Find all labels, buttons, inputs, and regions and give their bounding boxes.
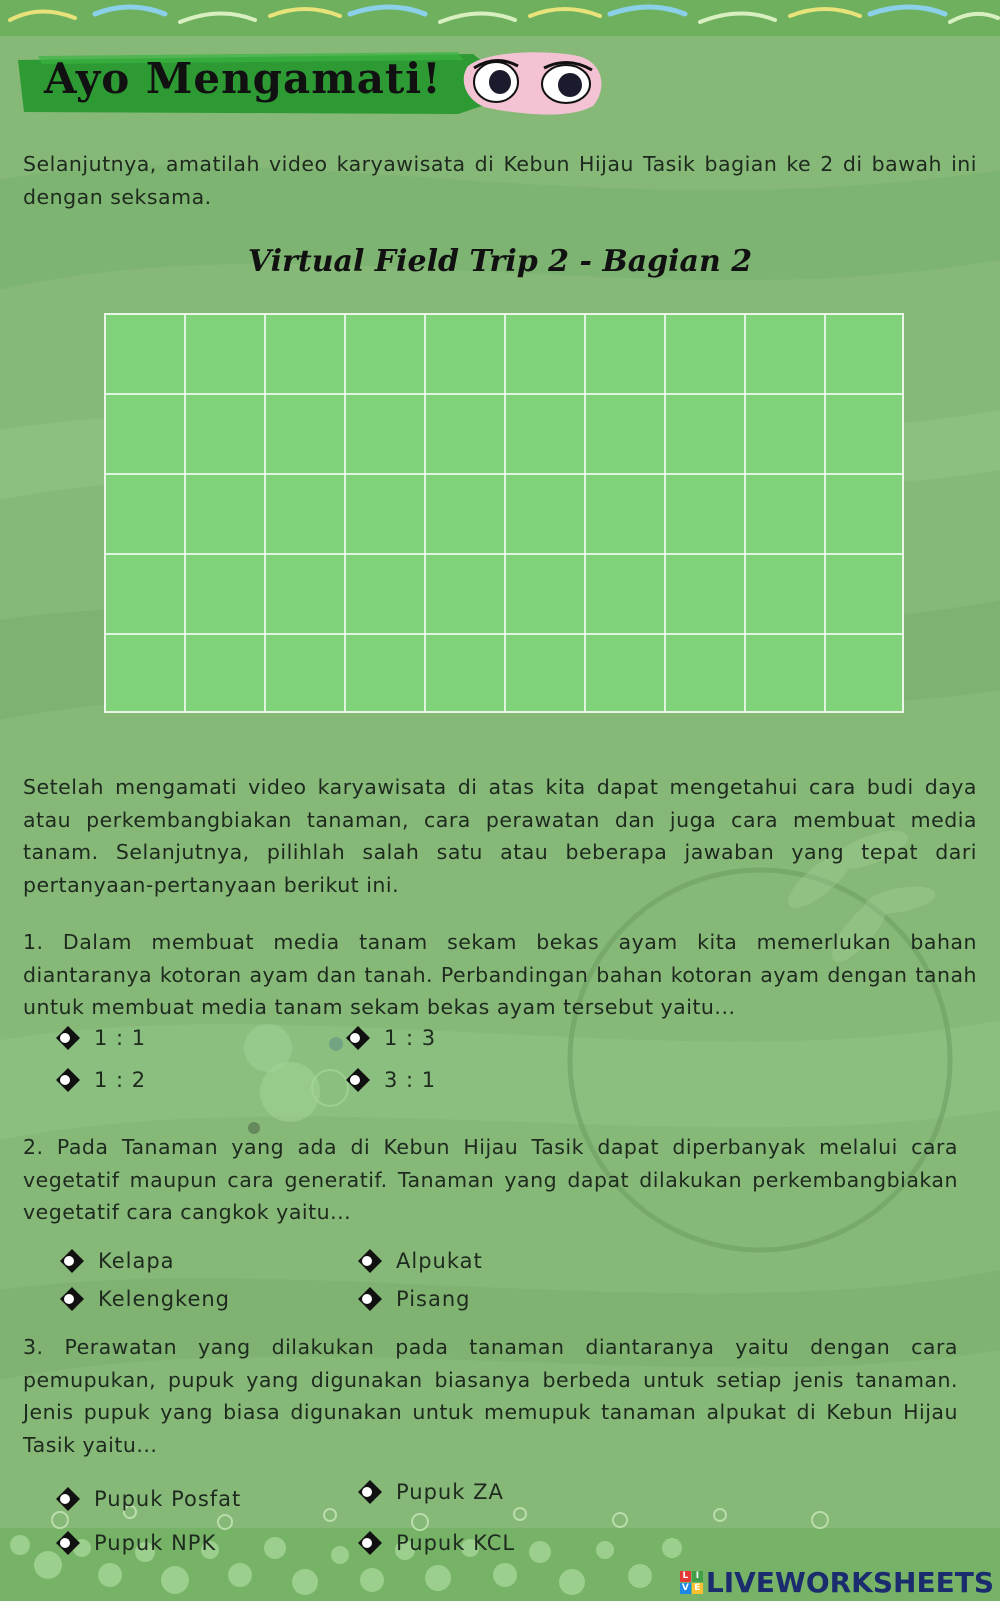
- arrow-bullet-icon: [356, 1529, 384, 1557]
- option-label: Pupuk ZA: [396, 1480, 504, 1504]
- arrow-bullet-icon: [356, 1285, 384, 1313]
- arrow-bullet-icon: [54, 1024, 82, 1052]
- eyes-icon: [458, 48, 608, 120]
- title-banner: [18, 48, 618, 120]
- question-3-option-b[interactable]: [356, 1478, 504, 1506]
- liveworksheets-brand[interactable]: [680, 1566, 994, 1599]
- question-2-option-a[interactable]: [58, 1247, 175, 1275]
- question-2-option-d[interactable]: [356, 1285, 471, 1313]
- logo-letter: L: [680, 1571, 691, 1582]
- option-label: Pupuk Posfat: [94, 1487, 242, 1511]
- option-label: Pupuk NPK: [94, 1531, 217, 1555]
- logo-letter: V: [680, 1583, 691, 1594]
- question-3-option-c[interactable]: [54, 1529, 216, 1557]
- logo-letter: I: [692, 1571, 703, 1582]
- option-label: 3 : 1: [384, 1068, 437, 1092]
- arrow-bullet-icon: [54, 1485, 82, 1513]
- arrow-bullet-icon: [58, 1247, 86, 1275]
- arrow-bullet-icon: [344, 1024, 372, 1052]
- option-label: Kelapa: [98, 1249, 175, 1273]
- option-label: 1 : 3: [384, 1026, 437, 1050]
- question-1-option-d[interactable]: [344, 1066, 436, 1094]
- option-label: Pisang: [396, 1287, 471, 1311]
- question-1-option-a[interactable]: [54, 1024, 146, 1052]
- option-label: 1 : 2: [94, 1068, 147, 1092]
- liveworksheets-logo-icon: [680, 1571, 703, 1594]
- option-label: 1 : 1: [94, 1026, 147, 1050]
- option-label: Kelengkeng: [98, 1287, 231, 1311]
- arrow-bullet-icon: [54, 1066, 82, 1094]
- logo-letter: E: [692, 1583, 703, 1594]
- question-3-option-a[interactable]: [54, 1485, 241, 1513]
- question-3-option-d[interactable]: [356, 1529, 515, 1557]
- video-title: Virtual Field Trip 2 - Bagian 2: [247, 244, 753, 279]
- question-3-text: 3. Perawatan yang dilakukan pada tanaman diantaranya yaitu dengan cara pemupukan, pupuk yang digunakan biasanya berbeda untuk setiap jenis tanaman. Jenis pupuk yang biasa digunakan untuk memupuk tanaman alpukat di Kebun Hijau Tasik yaitu...: [23, 1335, 958, 1457]
- option-label: Pupuk KCL: [396, 1531, 516, 1555]
- arrow-bullet-icon: [356, 1478, 384, 1506]
- question-1-option-b[interactable]: [344, 1024, 436, 1052]
- intro-text: Selanjutnya, amatilah video karyawisata di Kebun Hijau Tasik bagian ke 2 di bawah ini dengan seksama.: [23, 152, 977, 209]
- arrow-bullet-icon: [58, 1285, 86, 1313]
- page-title: Ayo Mengamati!: [44, 54, 442, 103]
- brand-name: LIVEWORKSHEETS: [705, 1566, 994, 1599]
- video-player[interactable]: [104, 313, 904, 713]
- arrow-bullet-icon: [54, 1529, 82, 1557]
- question-2-option-c[interactable]: [58, 1285, 230, 1313]
- arrow-bullet-icon: [344, 1066, 372, 1094]
- question-1-text: 1. Dalam membuat media tanam sekam bekas ayam kita memerlukan bahan diantaranya kotoran ayam dan tanah. Perbandingan bahan kotoran ayam dengan tanah untuk membuat media tanam sekam bekas ayam tersebut yaitu...: [23, 930, 977, 1019]
- question-2-text: 2. Pada Tanaman yang ada di Kebun Hijau Tasik dapat diperbanyak melalui cara vegetatif maupun cara generatif. Tanaman yang dapat dilakukan perkembangbiakan vegetatif cara cangkok yaitu...: [23, 1135, 958, 1224]
- arrow-bullet-icon: [356, 1247, 384, 1275]
- question-1-option-c[interactable]: [54, 1066, 146, 1094]
- option-label: Alpukat: [396, 1249, 483, 1273]
- question-2-option-b[interactable]: [356, 1247, 483, 1275]
- instructions-text: Setelah mengamati video karyawisata di atas kita dapat mengetahui cara budi daya atau perkembangbiakan tanaman, cara perawatan dan juga cara membuat media tanam. Selanjutnya, pilihlah salah satu atau beberapa jawaban yang tepat dari pertanyaan-pertanyaan berikut ini.: [23, 775, 977, 897]
